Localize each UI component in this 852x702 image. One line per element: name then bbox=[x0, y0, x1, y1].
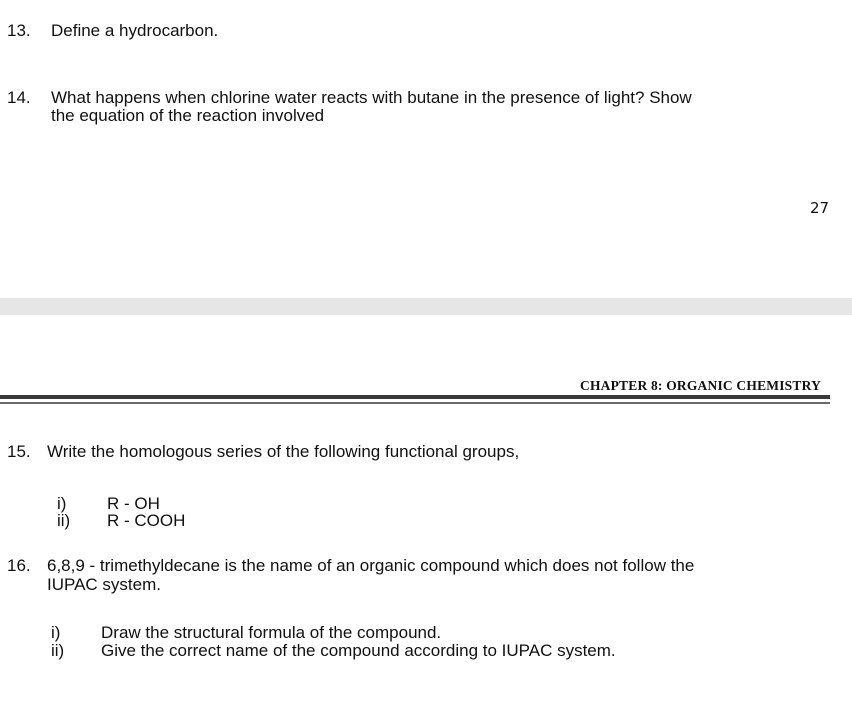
question-16-line-2: IUPAC system. bbox=[47, 575, 161, 594]
question-13-number: 13. bbox=[7, 21, 31, 40]
question-14-number: 14. bbox=[7, 88, 31, 107]
question-15-item-1-label: i) bbox=[57, 494, 67, 513]
question-16-item-2-label: ii) bbox=[51, 641, 65, 660]
question-14-line-2: the equation of the reaction involved bbox=[51, 106, 325, 125]
question-13-text: Define a hydrocarbon. bbox=[51, 21, 219, 40]
question-15-item-2-text: R - COOH bbox=[107, 511, 186, 530]
question-16-number: 16. bbox=[7, 556, 31, 575]
question-14-line-1: What happens when chlorine water reacts with butane in the presence of light? Show bbox=[51, 88, 692, 107]
header-rule-thin bbox=[0, 402, 830, 404]
question-16-item-1-label: i) bbox=[51, 623, 61, 642]
page-separator bbox=[0, 298, 852, 315]
question-15-text: Write the homologous series of the following functional groups, bbox=[47, 442, 520, 461]
question-15-number: 15. bbox=[7, 442, 31, 461]
question-16-item-1-text: Draw the structural formula of the compound. bbox=[101, 623, 442, 642]
question-16-line-1: 6,8,9 - trimethyldecane is the name of an organic compound which does not follow the bbox=[47, 556, 695, 575]
header-rule-thick bbox=[0, 395, 830, 399]
question-15-item-2-label: ii) bbox=[57, 511, 71, 530]
page-number: 27 bbox=[810, 199, 830, 217]
chapter-header: CHAPTER 8: ORGANIC CHEMISTRY bbox=[580, 378, 822, 393]
question-16-item-2-text: Give the correct name of the compound according to IUPAC system. bbox=[101, 641, 616, 660]
question-15-item-1-text: R - OH bbox=[107, 494, 160, 513]
